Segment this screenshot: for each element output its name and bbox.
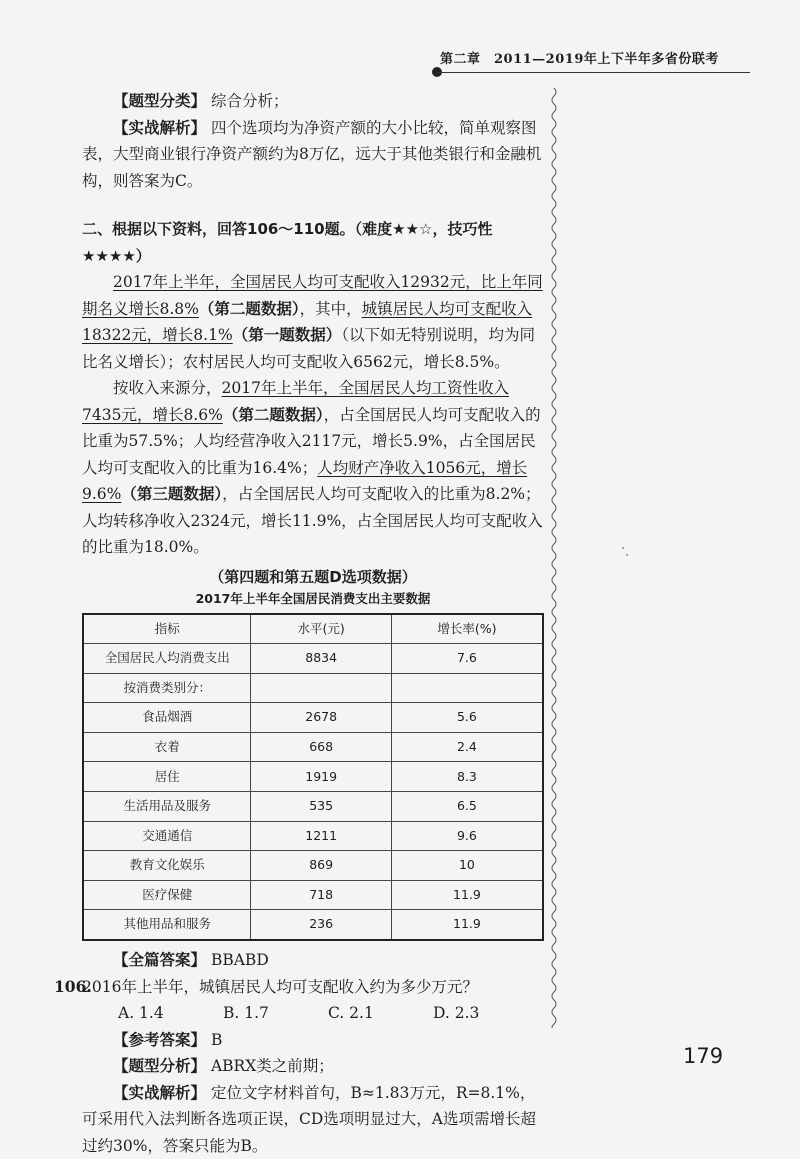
growth-value: 7.6 — [391, 644, 543, 674]
data-tag: （第二题数据） — [198, 299, 300, 318]
table-note: （第四题和第五题D选项数据） — [209, 567, 417, 586]
row-label: 按消费类别分： — [83, 673, 251, 703]
growth-value: 8.3 — [391, 762, 543, 792]
material-paragraph-1 — [82, 269, 544, 375]
row-label: 生活用品及服务 — [83, 792, 251, 822]
table-row — [83, 910, 543, 940]
reference-answer-label: 【参考答案】 — [113, 1029, 207, 1049]
type-analysis-label: 【题型分析】 — [113, 1056, 207, 1076]
row-label: 全国居民人均消费支出 — [83, 644, 251, 674]
plain-text: ，占全国居民人均可支配收入的比重为57.5%；人均经营净收入2117元，增长5.9%，占全国居民人均可支配收入的比重为16.4%； — [82, 405, 541, 477]
consumption-table — [82, 613, 544, 942]
question-number: 106. — [54, 976, 92, 996]
growth-value: 10 — [391, 851, 543, 881]
material-paragraph-2 — [82, 375, 544, 561]
table-block — [82, 565, 544, 942]
header-rule — [438, 72, 750, 73]
level-value: 1211 — [251, 821, 391, 851]
row-label: 医疗保健 — [83, 880, 251, 910]
table-header-row — [83, 614, 543, 644]
data-tag: （第三题数据） — [121, 485, 223, 503]
table-title: 2017年上半年全国居民消费支出主要数据 — [195, 590, 431, 606]
solution-analysis — [82, 1080, 544, 1159]
wavy-margin-rule — [548, 88, 560, 1028]
growth-value: 6.5 — [391, 792, 543, 822]
row-label: 居住 — [83, 762, 251, 792]
question-106 — [54, 974, 544, 1001]
reference-answer-value: B — [210, 1030, 223, 1049]
row-label: 衣着 — [83, 732, 251, 762]
table-row — [83, 821, 543, 851]
table-row — [83, 762, 543, 792]
underlined-text: 2017年上半年，全国居民人均工资性收入7435元，增长8.6% — [82, 379, 509, 424]
running-header: 第二章 2011—2019年上下半年多省份联考 — [440, 52, 719, 67]
underlined-text: 城镇居民人均可支配收入18322元，增长8.1% — [82, 299, 533, 344]
underlined-text: 2017年上半年，全国居民人均可支配收入12932元，比上年同期名义增长8.8% — [82, 273, 543, 318]
level-value: 8834 — [251, 644, 391, 674]
type-value: 综合分析； — [210, 92, 289, 110]
type-label: 【题型分类】 — [113, 91, 207, 110]
solution-analysis-text: 定位文字材料首句，B≈1.83万元，R=8.1%，可采用代入法判断各选项正误，CD选项明显过大，A选项需增长超过约30%，答案只能为B。 — [82, 1083, 536, 1155]
growth-value: 11.9 — [391, 910, 543, 940]
scan-speck — [626, 554, 628, 556]
growth-value: 9.6 — [391, 821, 543, 851]
row-label: 交通通信 — [83, 821, 251, 851]
row-label: 教育文化娱乐 — [83, 851, 251, 881]
column-header: 指标 — [83, 614, 251, 644]
plain-text: （以下如无特别说明，均为同比名义增长）；农村居民人均可支配收入6562元，增长8.5%。 — [82, 326, 535, 371]
underlined-text: 人均财产净收入1056元，增长9.6% — [82, 458, 528, 503]
growth-value: 2.4 — [391, 732, 543, 762]
table-row — [83, 673, 543, 703]
level-value: 236 — [251, 910, 391, 940]
level-value: 668 — [251, 732, 391, 762]
row-label: 食品烟酒 — [83, 703, 251, 733]
row-label: 其他用品和服务 — [83, 910, 251, 940]
option-a: A. 1.4 — [118, 1004, 164, 1023]
section-heading: 二、根据以下资料，回答106～110题。（难度★★☆，技巧性★★★★） — [82, 220, 493, 265]
analysis-text: 四个选项均为净资产额的大小比较，简单观察图表，大型商业银行净资产额约为8万亿，远大于其他类银行和金融机构，则答案为C。 — [82, 118, 542, 190]
column-header: 增长率(%) — [391, 614, 543, 644]
growth-value — [391, 673, 543, 703]
table-row — [83, 880, 543, 910]
type-analysis-value: ABRX类之前期； — [210, 1057, 334, 1076]
analysis-label: 【实战解析】 — [113, 117, 207, 137]
level-value — [251, 673, 391, 703]
page-content — [54, 88, 544, 1159]
scan-speck — [622, 547, 624, 549]
data-tag: （第二题数据） — [222, 405, 324, 424]
data-tag: （第一题数据） — [232, 326, 342, 344]
growth-value: 11.9 — [391, 880, 543, 910]
plain-text: ，其中， — [299, 299, 362, 318]
level-value: 869 — [251, 851, 391, 881]
table-row — [83, 851, 543, 881]
level-value: 1919 — [251, 762, 391, 792]
table-row — [83, 644, 543, 674]
plain-text: 按收入来源分， — [113, 379, 222, 397]
option-d: D. 2.3 — [433, 1004, 480, 1023]
full-answer-value: BBABD — [210, 951, 269, 970]
page-number: 179 — [683, 1044, 724, 1068]
table-row — [83, 703, 543, 733]
reference-answer-line — [82, 1027, 544, 1054]
growth-value: 5.6 — [391, 703, 543, 733]
solution-analysis-label: 【实战解析】 — [113, 1082, 207, 1102]
table-row — [83, 792, 543, 822]
prev-type-line — [82, 88, 544, 115]
full-answer-label: 【全篇答案】 — [113, 950, 207, 970]
level-value: 718 — [251, 880, 391, 910]
option-c: C. 2.1 — [328, 1004, 374, 1023]
option-b: B. 1.7 — [223, 1004, 269, 1023]
answers-block — [54, 947, 544, 1159]
question-text: 2016年上半年，城镇居民人均可支配收入约为多少万元？ — [82, 977, 478, 996]
type-analysis-line — [82, 1053, 544, 1080]
level-value: 2678 — [251, 703, 391, 733]
column-header: 水平(元) — [251, 614, 391, 644]
table-row — [83, 732, 543, 762]
level-value: 535 — [251, 792, 391, 822]
prev-analysis — [82, 115, 544, 195]
full-answer-line — [82, 947, 544, 974]
question-options — [82, 1000, 544, 1027]
plain-text: ，占全国居民人均可支配收入的比重为8.2%；人均转移净收入2324元，增长11.9%，占全国居民人均可支配收入的比重为18.0%。 — [82, 485, 543, 556]
